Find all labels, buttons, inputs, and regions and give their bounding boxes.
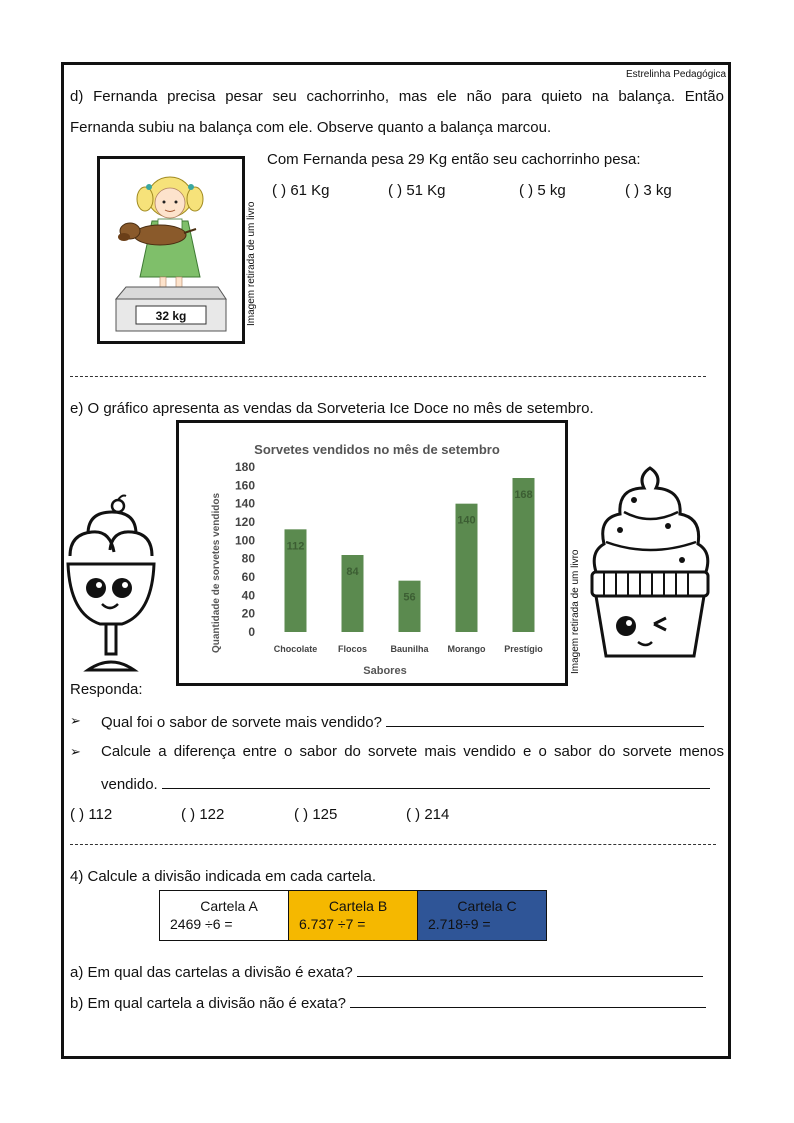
question-d-line1: d) Fernanda precisa pesar seu cachorrinho, mas ele não para quieto na balança. Então [70, 88, 724, 105]
card-a-title: Cartela A [200, 898, 258, 914]
question-4-title: 4) Calcule a divisão indicada em cada cartela. [70, 868, 376, 885]
bullet-arrow-icon: ➢ [70, 744, 81, 759]
card-a [160, 891, 289, 941]
cupcake-illustration [590, 466, 712, 662]
answer-line-4b[interactable] [350, 993, 706, 1008]
question-d-line2: Fernanda subiu na balança com ele. Observe quanto a balança marcou. [70, 119, 552, 136]
chart-x-tick-label: Baunilha [390, 644, 429, 654]
chart-y-tick-label: 80 [241, 551, 255, 566]
scale-reading: 32 kg [155, 309, 187, 323]
chart-y-tick-label: 40 [241, 588, 255, 603]
question-4a [70, 962, 703, 981]
chart-y-tick-label: 20 [241, 606, 255, 621]
chart-y-tick-label: 120 [234, 515, 255, 529]
chart-data-label: 168 [514, 489, 533, 501]
card-b-expression: 6.737 ÷7 = [299, 916, 366, 932]
sundae-illustration [66, 494, 156, 680]
chart-y-tick-label: 180 [234, 460, 255, 474]
separator-dashed [70, 844, 716, 845]
chart-x-axis-label: Sabores [363, 665, 407, 677]
option-d-4[interactable]: ( ) 3 kg [625, 182, 672, 199]
question-d-prompt: Com Fernanda pesa 29 Kg então seu cachorrinho pesa: [267, 151, 641, 168]
option-d-2[interactable]: ( ) 51 Kg [388, 182, 446, 199]
chart-y-tick-label: 0 [248, 625, 255, 639]
chart-y-tick-label: 60 [241, 570, 255, 584]
chart-x-tick-label: Prestígio [504, 644, 543, 654]
bullet-question-2-line2 [101, 774, 710, 793]
bullet-arrow-icon: ➢ [70, 713, 81, 728]
bullet-question-2-line1: Calcule a diferença entre o sabor do sorvete mais vendido e o sabor do sorvete menos [101, 743, 724, 760]
card-c-title: Cartela C [457, 898, 517, 914]
option-d-3[interactable]: ( ) 5 kg [519, 182, 566, 199]
girl-on-scale-illustration [100, 159, 242, 341]
chart-title: Sorvetes vendidos no mês de setembro [254, 442, 500, 457]
chart-x-tick-label: Morango [447, 644, 486, 654]
card-c [418, 891, 547, 941]
question-e-intro: e) O gráfico apresenta as vendas da Sorveteria Ice Doce no mês de setembro. [70, 400, 594, 417]
cards-table [159, 890, 547, 941]
option-e-1[interactable]: ( ) 112 [70, 806, 113, 823]
answer-line-2[interactable] [162, 774, 710, 789]
scale-photo [97, 156, 245, 344]
answer-line-4a[interactable] [357, 962, 703, 977]
chart-y-axis-label: Quantidade de sorvetes vendidos [211, 492, 222, 654]
chart-data-label: 112 [286, 540, 305, 553]
chart-y-tick-label: 160 [234, 478, 255, 493]
bar-chart [179, 423, 565, 683]
chart-data-label: 84 [346, 566, 359, 578]
card-a-expression: 2469 ÷6 = [170, 916, 233, 932]
chart-x-tick-label: Chocolate [273, 644, 318, 654]
chart-data-label: 140 [457, 514, 476, 527]
card-b-title: Cartela B [328, 898, 388, 914]
separator-dashed [70, 376, 706, 377]
respond-label: Responda: [70, 681, 143, 698]
option-d-1[interactable]: ( ) 61 Kg [272, 182, 330, 199]
chart-bar-prestígio [513, 478, 535, 632]
chart-credit-vertical: Imagem retirada de um livro [570, 549, 581, 674]
chart-y-tick-label: 140 [234, 496, 255, 511]
card-b [289, 891, 418, 941]
chart-y-tick-label: 100 [234, 533, 255, 548]
photo-credit-vertical: Imagem retirada de um livro [246, 201, 257, 326]
bullet-question-2-text: vendido. [101, 776, 158, 793]
question-4b [70, 993, 706, 1012]
chart-bar-baunilha [399, 581, 421, 632]
option-e-4[interactable]: ( ) 214 [406, 806, 450, 823]
card-c-expression: 2.718÷9 = [428, 916, 491, 932]
question-4b-text: b) Em qual cartela a divisão não é exata? [70, 995, 346, 1012]
option-e-3[interactable]: ( ) 125 [294, 806, 338, 823]
answer-line-1[interactable] [386, 712, 704, 727]
chart-data-label: 56 [403, 591, 416, 604]
bullet-question-1-text: Qual foi o sabor de sorvete mais vendido? [101, 714, 382, 731]
option-e-2[interactable]: ( ) 122 [181, 806, 225, 823]
chart-x-tick-label: Flocos [337, 644, 368, 654]
bullet-question-1 [101, 712, 704, 731]
question-4a-text: a) Em qual das cartelas a divisão é exata? [70, 964, 353, 981]
bar-chart-frame [176, 420, 568, 686]
credit-label: Estrelinha Pedagógica [626, 69, 727, 80]
